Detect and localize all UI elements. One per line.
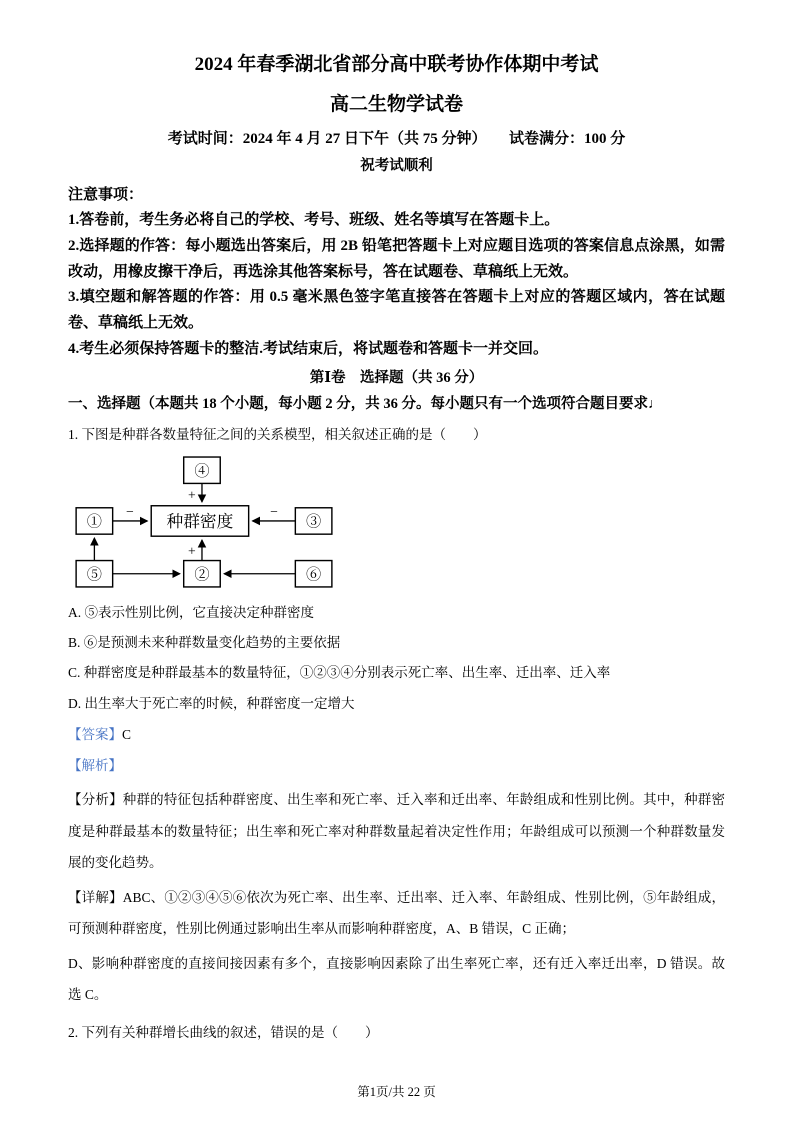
diagram-center-label: 种群密度 <box>166 511 234 531</box>
page-number-footer: 第1页/共 22 页 <box>357 1085 436 1099</box>
analysis-paragraph: 【分析】种群的特征包括种群密度、出生率和死亡率、迁入率和迁出率、年龄组成和性别比例。其中，种群密度是种群最基本的数量特征；出生率和死亡率对种群数量起着决定性作用；年龄组成可以预测一个种群数量发展的变化趋势。 <box>68 792 725 871</box>
answer-line <box>68 719 725 750</box>
detail-paragraph-2: D、影响种群密度的直接间接因素有多个，直接影响因素除了出生率死亡率，还有迁入率迁出率，D 错误。故选 C。 <box>68 955 725 1002</box>
exam-title: 2024 年春季湖北省部分高中联考协作体期中考试 <box>194 54 599 75</box>
section-title: 第Ⅰ卷 选择题（共 36 分） <box>309 369 484 386</box>
question-2-stem: 2. 下列有关种群增长曲线的叙述，错误的是（ ） <box>68 1025 379 1041</box>
question-1-option-c: C. 种群密度是种群最基本的数量特征，①②③④分别表示死亡率、出生率、迁出率、迁入率 <box>68 665 611 681</box>
diagram-plus-top-sign: + <box>187 487 196 503</box>
diagram-node-2-label: ② <box>194 565 210 583</box>
question-1-option-d: D. 出生率大于死亡率的时候，种群密度一定增大 <box>68 695 355 711</box>
notice-item-1: 1.答卷前，考生务必将自己的学校、考号、班级、姓名等填写在答题卡上。 <box>68 212 560 229</box>
diagram-node-5-label: ⑤ <box>86 565 102 583</box>
detail-paragraph-1: 【详解】ABC、①②③④⑤⑥依次为死亡率、出生率、迁出率、迁入率、年龄组成、性别比例，⑤年龄组成，可预测种群密度，性别比例通过影响出生率从而影响种群密度，A、B 错误，C 正确； <box>68 889 725 937</box>
notice-item-2: 2.选择题的作答：每小题选出答案后，用 2B 铅笔把答题卡上对应题目选项的答案信息点涂黑，如需改动，用橡皮擦干净后，再选涂其他答案标号，答在试题卷、草稿纸上无效。 <box>68 237 725 280</box>
diagram-minus-right-sign: − <box>270 503 278 519</box>
answer-label: 【答案】 <box>68 727 122 743</box>
exam-wish-line: 祝考试顺利 <box>360 157 433 174</box>
explanation-label: 【解析】 <box>68 758 122 774</box>
diagram-plus-bottom-sign: + <box>187 543 196 559</box>
diagram-node-6-label: ⑥ <box>306 565 322 583</box>
answer-value: C <box>122 727 132 743</box>
exam-info-line: 考试时间：2024 年 4 月 27 日下午（共 75 分钟） 试卷满分：100 分 <box>167 131 626 148</box>
question-1-option-a: A. ⑤表示性别比例，它直接决定种群密度 <box>68 604 314 620</box>
explanation-line <box>68 750 725 781</box>
diagram-node-3-label: ③ <box>306 513 322 531</box>
population-characteristics-diagram <box>74 455 334 591</box>
diagram-node-4-label: ④ <box>194 462 210 480</box>
notice-item-4: 4.考生必须保持答题卡的整洁.考试结束后，将试题卷和答题卡一并交回。 <box>68 341 549 358</box>
question-1-option-b: B. ⑥是预测未来种群数量变化趋势的主要依据 <box>68 635 341 651</box>
paper-subtitle: 高二生物学试卷 <box>329 93 463 115</box>
notice-item-3: 3.填空题和解答题的作答：用 0.5 毫米黑色签字笔直接答在答题卡上对应的答题区域内，答在试题卷、草稿纸上无效。 <box>68 289 725 332</box>
diagram-minus-left-sign: − <box>126 503 134 519</box>
section-instruction: 一、选择题（本题共 18 个小题，每小题 2 分，共 36 分。每小题只有一个选项符合题目要求♩ <box>68 395 663 412</box>
notice-title: 注意事项： <box>68 186 144 203</box>
diagram-node-1-label: ① <box>86 513 102 531</box>
question-1-stem: 1. 下图是种群各数量特征之间的关系模型，相关叙述正确的是（ ） <box>68 427 487 442</box>
